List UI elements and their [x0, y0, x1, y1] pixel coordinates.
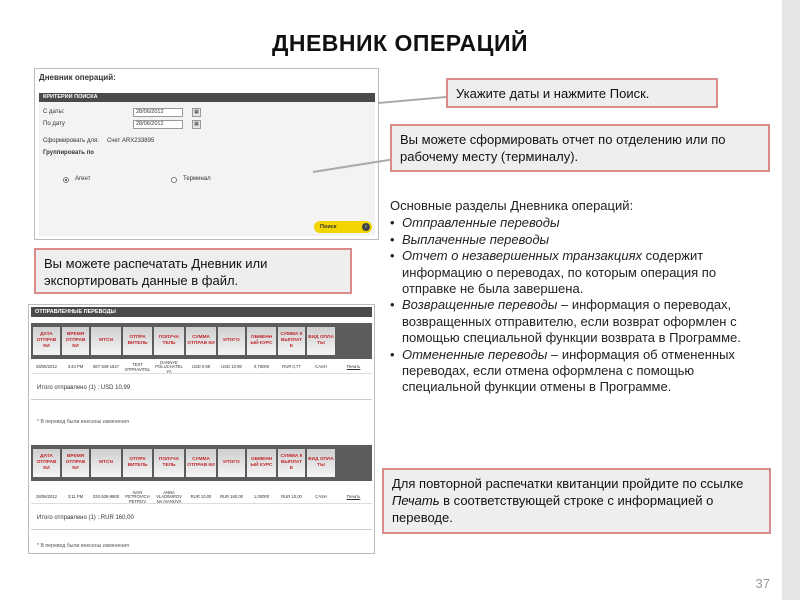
radio-agent[interactable]: [63, 177, 69, 183]
radio-agent-label: Агент: [75, 176, 91, 182]
radio-terminal-label: Терминал: [183, 176, 211, 182]
callout-print: [34, 248, 352, 294]
column-header: ВРЕМЯ ОТПРАВ КИ: [62, 327, 89, 355]
section-title: Отчет о незавершенных транзакциях: [402, 248, 643, 264]
section-item: [390, 297, 768, 346]
section-title: Возвращенные переводы: [402, 297, 558, 313]
callout-reprint-text-a: Для повторной распечатки квитанции пройдите по ссылке: [392, 476, 744, 491]
table-cell: 28/06/2012: [36, 494, 57, 500]
column-header: [337, 449, 370, 477]
calendar-icon[interactable]: ▦: [192, 120, 201, 129]
table-cell: USD 0,99: [191, 364, 211, 370]
section-item: [390, 215, 768, 231]
formed-for-value: Счет ARX233895: [107, 138, 155, 144]
section-text: – информация о переводах, возвращенных отправителю, если возврат оформлен с помощью специальной функции возврата в Программе.: [402, 297, 741, 346]
table-cell: CASH: [315, 494, 327, 500]
table-cell: ANNA VLADIMIROV NA IVANOVA: [156, 489, 182, 504]
print-link[interactable]: Печать: [346, 494, 361, 500]
group-by-label: Группировать по: [43, 150, 94, 156]
table-cell: 567-349-1547: [92, 364, 120, 370]
table-cell: 3:44 PM: [67, 364, 84, 370]
table-cell: RUR 10,00: [190, 494, 212, 500]
sections-list: [390, 215, 768, 395]
column-header: ИТОГО: [218, 327, 245, 355]
column-header: ОБМЕНН ЫЙ КУРС: [247, 449, 276, 477]
total-sent: Итого отправлено (1) : RUR 160,00: [37, 515, 134, 521]
search-criteria-bar: КРИТЕРИИ ПОИСКА: [39, 93, 375, 102]
sections-description: [390, 198, 768, 396]
slide-title: ДНЕВНИК ОПЕРАЦИЙ: [271, 30, 529, 56]
callout-print-text: Вы можете распечатать Дневник или экспортировать данные в файл.: [44, 256, 268, 288]
table-cell: 28/06/2012: [36, 364, 57, 370]
to-date-label: По дату: [43, 121, 65, 127]
column-header: ОТПРА ВИТЕЛЬ: [123, 449, 152, 477]
column-header: ВИД ОПЛА ТЫ: [307, 449, 335, 477]
table-cell: DANNYE POLUCHATEL YA: [155, 359, 183, 374]
search-button[interactable]: [314, 221, 372, 233]
total-sent: Итого отправлено (1) : USD 10,99: [37, 385, 131, 391]
table-header: [31, 323, 372, 359]
section-item: [390, 232, 768, 248]
table-cell: USD 10,99: [221, 364, 242, 370]
table-header: [31, 445, 372, 481]
table-cell: 1,00000: [253, 494, 270, 500]
callout-reprint-text-b: в соответствующей строке с информацией о переводе.: [392, 493, 714, 525]
slide-side-bar: [782, 0, 800, 600]
column-header: ВИД ОПЛА ТЫ: [307, 327, 335, 355]
section-text: содержит информацию о переводах, по которым операция по отправке не была завершена.: [402, 248, 717, 297]
column-header: MTCN: [91, 327, 121, 355]
column-header: СУММА ОТПРАВ КИ: [186, 449, 216, 477]
table-cell: 3:11 PM: [67, 494, 84, 500]
column-header: MTCN: [91, 449, 121, 477]
callout-report-text: Вы можете сформировать отчет по отделению или по рабочему месту (терминалу).: [400, 132, 726, 164]
callout-leader-line: [378, 96, 448, 104]
section-item: [390, 347, 768, 396]
column-header: ДАТА ОТПРАВ КИ: [33, 449, 60, 477]
table-cell: RUR 160,00: [219, 494, 244, 500]
section-title: Отмененные переводы: [402, 346, 548, 362]
change-note: * В перевод были внесены изменения: [37, 419, 129, 425]
column-header: СУММА К ВЫПЛАТ Е: [278, 449, 305, 477]
callout-report: [390, 124, 770, 172]
radio-terminal[interactable]: [171, 177, 177, 183]
section-text: – информация об отмененных переводах, если отмена оформлена с помощью специальной функции отмены в Программе.: [402, 346, 735, 395]
table-cell: 0,75000: [253, 364, 270, 370]
section-item: [390, 248, 768, 297]
table-cell: TEST OTPRAVITEL: [124, 361, 151, 372]
change-note: * В перевод были внесены изменения: [37, 543, 129, 549]
table-cell: IVAN PETROVICH PETROV: [125, 489, 150, 504]
sections-intro: Основные разделы Дневника операций:: [390, 198, 634, 213]
journal-header: Дневник операций:: [39, 73, 116, 82]
column-header: СУММА ОТПРАВ КИ: [186, 327, 216, 355]
transfers-screenshot: [28, 304, 375, 554]
table-cell: RUR 0,77: [282, 364, 301, 370]
calendar-icon[interactable]: ▦: [192, 108, 201, 117]
page-number: 37: [755, 576, 770, 591]
callout-reprint: [382, 468, 771, 534]
column-header: ДАТА ОТПРАВ КИ: [33, 327, 60, 355]
divider: [31, 529, 372, 530]
table-cell: RUR 10,00: [281, 494, 302, 500]
from-date-input[interactable]: 28/06/2012: [133, 108, 183, 117]
column-header: ИТОГО: [218, 449, 245, 477]
table-row: [31, 491, 372, 504]
table-cell: 032-539-9900: [92, 494, 120, 500]
divider: [31, 399, 372, 400]
column-header: [337, 327, 370, 355]
callout-dates: [446, 78, 718, 108]
column-header: ОТПРА ВИТЕЛЬ: [123, 327, 152, 355]
callout-dates-text: Укажите даты и нажмите Поиск.: [456, 86, 650, 101]
section-title: Выплаченные переводы: [402, 231, 550, 247]
section-title: Отправленные переводы: [402, 215, 560, 231]
print-link-text: Печать: [392, 493, 440, 508]
column-header: ОБМЕНН ЫЙ КУРС: [247, 327, 276, 355]
transfers-section-title: ОТПРАВЛЕННЫЕ ПЕРЕВОДЫ: [31, 307, 372, 317]
formed-for-label: Сформировать для:: [43, 138, 99, 144]
from-date-label: С даты:: [43, 109, 65, 115]
table-cell: CASH: [315, 364, 327, 370]
column-header: ВРЕМЯ ОТПРАВ КИ: [62, 449, 89, 477]
search-button-label: Поиск: [320, 224, 337, 230]
column-header: СУММА К ВЫПЛАТ Е: [278, 327, 305, 355]
table-row: [31, 361, 372, 374]
column-header: ПОЛУЧА ТЕЛЬ: [154, 327, 184, 355]
search-panel-screenshot: [34, 68, 379, 240]
arrow-right-icon: ›: [362, 223, 370, 231]
column-header: ПОЛУЧА ТЕЛЬ: [154, 449, 184, 477]
to-date-input[interactable]: 28/06/2012: [133, 120, 183, 129]
print-link[interactable]: Печать: [346, 364, 361, 370]
